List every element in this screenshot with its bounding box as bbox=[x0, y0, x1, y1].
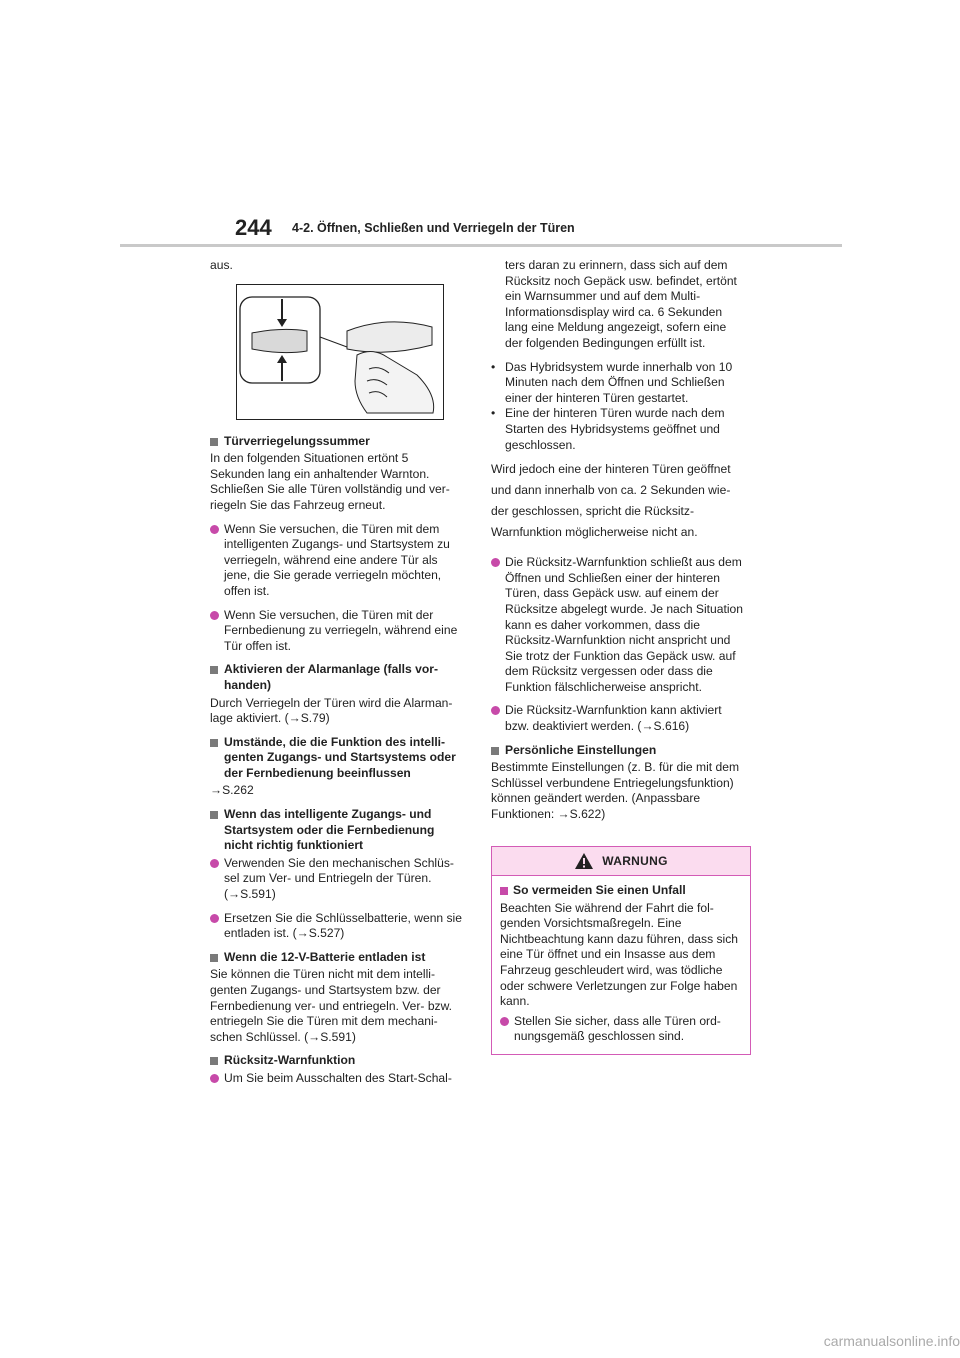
door-handle-illustration bbox=[236, 284, 444, 420]
intro-text: aus. bbox=[210, 258, 233, 272]
s7-text: Bestimmte Einstellungen (z. B. für die mit dem Schlüssel verbundene Entriegelungsfunktion) können geändert werden. (Anpassbare Funktionen: →S.622) bbox=[491, 760, 740, 822]
heading-ruecksitz: Rücksitz-Warnfunktion bbox=[210, 1053, 463, 1069]
list-item: Ersetzen Sie die Schlüsselbatterie, wenn sie entladen ist. (→S.527) bbox=[210, 911, 463, 942]
bullet-dot-icon bbox=[210, 1074, 219, 1083]
bullet-dot-icon bbox=[500, 1017, 509, 1026]
s1-text: In den folgenden Situationen ertönt 5 Sekunden lang ein anhaltender Warnton. Schließen Sie alle Türen vollständig und verriegeln Sie das Fahrzeug erneut. bbox=[210, 451, 450, 512]
section-square-icon bbox=[500, 887, 508, 895]
bullet-dot-icon bbox=[491, 706, 500, 715]
right-column bbox=[491, 258, 744, 831]
s2-text: Durch Verriegeln der Türen wird die Alarmanlage aktiviert. (→S.79) bbox=[210, 695, 453, 726]
bullet-dot-icon bbox=[210, 525, 219, 534]
list-item: Wenn Sie versuchen, die Türen mit der Fernbedienung zu verriegeln, während eine Tür offen ist. bbox=[210, 608, 463, 655]
heading-tuerverriegelungssummer: Türverriegelungssummer bbox=[210, 434, 463, 450]
sub-list-item: • Das Hybridsystem wurde innerhalb von 10 Minuten nach dem Öffnen und Schließen einer der hinteren Türen gestartet. bbox=[491, 359, 733, 405]
section-square-icon bbox=[210, 666, 218, 674]
section-square-icon bbox=[491, 747, 499, 755]
sub-list-item: • Eine der hinteren Türen wurde nach dem Starten des Hybridsystems geöffnet und geschlossen. bbox=[491, 406, 725, 452]
watermark: carmanualsonline.info bbox=[823, 1333, 960, 1349]
s5-text: Sie können die Türen nicht mit dem intelligenten Zugangs- und Startsystem bzw. der Fernbedienung ver- und entriegeln. Ver- bzw. entriegeln Sie die Türen mit dem mechanischen Schlüssel. (→S.591) bbox=[210, 967, 453, 1044]
warning-text: Beachten Sie während der Fahrt die folgenden Vorsichtsmaßregeln. Eine Nichtbeachtung kann dazu führen, dass sich eine Tür öffnet und ein Insasse aus dem Fahrzeug geschleudert wird, was tödliche oder schwere Verletzungen zur Folge haben kann. bbox=[500, 900, 738, 1009]
bullet-dot-icon bbox=[210, 914, 219, 923]
warning-triangle-icon bbox=[574, 852, 594, 870]
page-number: 244 bbox=[235, 215, 272, 240]
warning-heading: So vermeiden Sie einen Unfall bbox=[500, 883, 742, 899]
list-item: Um Sie beim Ausschalten des Start-Schal- bbox=[210, 1071, 463, 1087]
bullet-dot-icon bbox=[491, 558, 500, 567]
section-title: 4-2. Öffnen, Schließen und Verriegeln der Türen bbox=[292, 221, 575, 235]
list-item: Wenn Sie versuchen, die Türen mit dem intelligenten Zugangs- und Startsystem zu verriegeln, während eine andere Tür als jene, die Sie gerade verriegeln möchten, offen ist. bbox=[210, 522, 463, 600]
heading-alarmanlage: Aktivieren der Alarmanlage (falls vorhanden) bbox=[210, 662, 463, 693]
list-item: Die Rücksitz-Warnfunktion schließt aus dem Öffnen und Schließen einer der hinteren Türen, dass Gepäck usw. auf einem der Rücksitze abgelegt wurde. Je nach Situation kann es daher vorkommen, dass die Rücksitz-Warnfunktion nicht anspricht und Sie trotz der Funktion das Gepäck usw. auf dem Rücksitz vergessen oder dass die Funktion fälschlicherweise anspricht. bbox=[491, 555, 744, 695]
heading-batterie: Wenn die 12-V-Batterie entladen ist bbox=[210, 950, 463, 966]
warning-header bbox=[492, 847, 750, 876]
warning-box bbox=[491, 846, 751, 1055]
section-square-icon bbox=[210, 811, 218, 819]
heading-umstaende: Umstände, die die Funktion des intelligenten Zugangs- und Startsystems oder der Fernbedienung beeinflussen bbox=[210, 735, 463, 782]
list-item: Stellen Sie sicher, dass alle Türen ordnungsgemäß geschlossen sind. bbox=[500, 1014, 742, 1045]
s3-text: →S.262 bbox=[210, 783, 254, 798]
left-column bbox=[210, 258, 463, 1095]
warning-body bbox=[492, 876, 750, 1045]
warning-title: WARNUNG bbox=[602, 854, 668, 868]
heading-persoenliche-einstellungen: Persönliche Einstellungen bbox=[491, 743, 744, 759]
list-item: Die Rücksitz-Warnfunktion kann aktiviert bzw. deaktiviert werden. (→S.616) bbox=[491, 703, 744, 734]
section-square-icon bbox=[210, 1057, 218, 1065]
bullet-dot-icon bbox=[210, 859, 219, 868]
note-paragraph: Wird jedoch eine der hinteren Türen geöffnet und dann innerhalb von ca. 2 Sekunden wie- der geschlossen, spricht die Rücksitz- Warnfunktion möglicherweise nicht an. bbox=[491, 462, 731, 540]
bullet-dot-icon bbox=[210, 611, 219, 620]
heading-nicht-richtig: Wenn das intelligente Zugangs- und Startsystem oder die Fernbedienung nicht richtig funktioniert bbox=[210, 807, 463, 854]
section-square-icon bbox=[210, 954, 218, 962]
list-item: Verwenden Sie den mechanischen Schlüssel zum Ver- und Entriegeln der Türen. (→S.591) bbox=[210, 856, 463, 903]
header-divider bbox=[120, 244, 842, 247]
door-handle-icon bbox=[237, 285, 443, 419]
section-square-icon bbox=[210, 438, 218, 446]
section-square-icon bbox=[210, 739, 218, 747]
continued-text: ters daran zu erinnern, dass sich auf dem Rücksitz noch Gepäck usw. befindet, ertönt ein Warnsummer und auf dem Multi-Informationsdisplay wird ca. 6 Sekunden lang eine Meldung angezeigt, sofern eine der folgenden Bedingungen erfüllt ist. bbox=[505, 258, 737, 350]
